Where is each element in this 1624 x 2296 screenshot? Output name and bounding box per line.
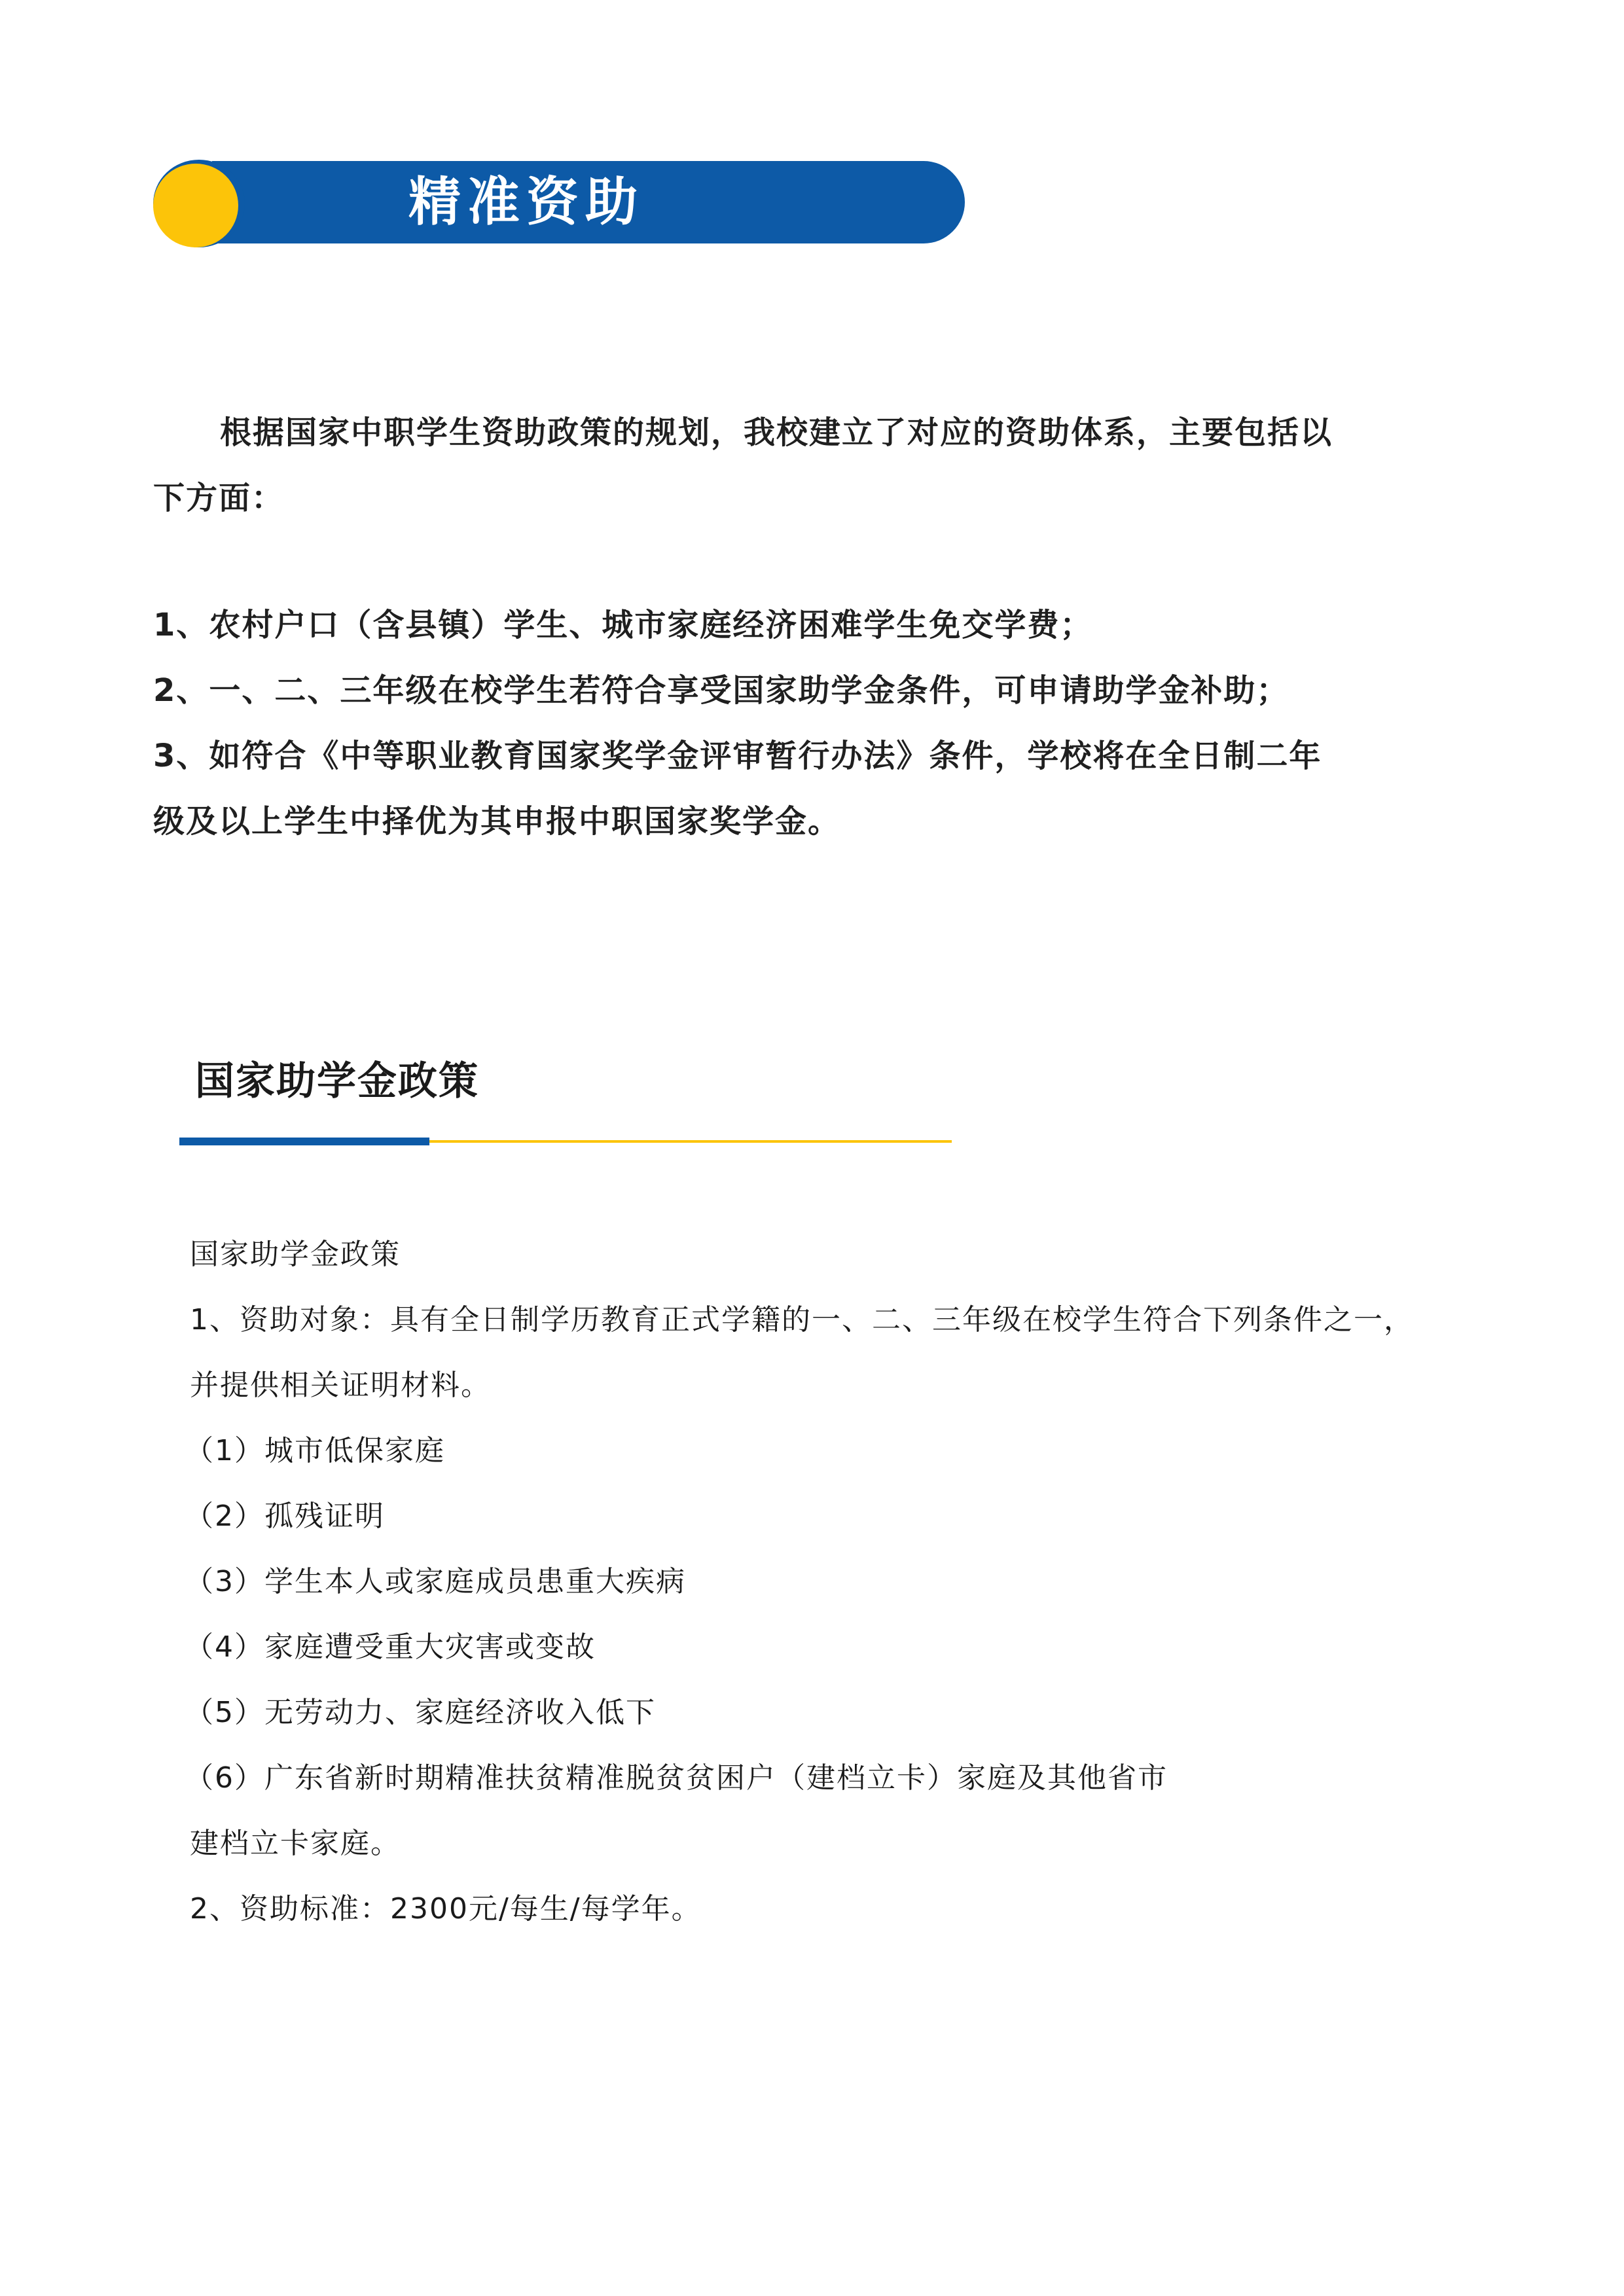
policy-line: 2、资助标准：2300元/每生/每学年。 bbox=[190, 1892, 702, 1926]
intro-paragraph-line-1: 根据国家中职学生资助政策的规划，我校建立了对应的资助体系，主要包括以 bbox=[220, 414, 1333, 451]
section-rule-yellow bbox=[429, 1140, 952, 1143]
policy-line: （4）家庭遭受重大灾害或变故 bbox=[185, 1630, 596, 1664]
intro-list-item: 1、农村户口（含县镇）学生、城市家庭经济困难学生免交学费； bbox=[153, 607, 1093, 643]
policy-line: 1、资助对象：具有全日制学历教育正式学籍的一、二、三年级在校学生符合下列条件之一， bbox=[190, 1303, 1414, 1336]
page-title: 精准资助 bbox=[408, 171, 644, 232]
intro-paragraph-line-2: 下方面： bbox=[153, 480, 285, 516]
policy-line: 并提供相关证明材料。 bbox=[190, 1369, 491, 1402]
policy-line: （3）学生本人或家庭成员患重大疾病 bbox=[185, 1565, 686, 1598]
intro-list-item: 2、一、二、三年级在校学生若符合享受国家助学金条件，可申请助学金补助； bbox=[153, 672, 1290, 709]
section-title: 国家助学金政策 bbox=[195, 1058, 479, 1104]
section-rule-blue bbox=[179, 1138, 429, 1145]
policy-line: （2）孤残证明 bbox=[185, 1499, 385, 1533]
policy-line: （6）广东省新时期精准扶贫精准脱贫贫困户（建档立卡）家庭及其他省市 bbox=[185, 1761, 1168, 1795]
banner-yellow-dot bbox=[153, 164, 238, 247]
policy-line: 国家助学金政策 bbox=[190, 1238, 401, 1271]
policy-line: （1）城市低保家庭 bbox=[185, 1434, 445, 1467]
header-banner bbox=[153, 161, 965, 246]
intro-list-item: 3、如符合《中等职业教育国家奖学金评审暂行办法》条件，学校将在全日制二年 bbox=[153, 738, 1322, 774]
intro-list-item: 级及以上学生中择优为其申报中职国家奖学金。 bbox=[153, 803, 841, 840]
policy-line: （5）无劳动力、家庭经济收入低下 bbox=[185, 1696, 656, 1729]
policy-line: 建档立卡家庭。 bbox=[190, 1827, 401, 1860]
